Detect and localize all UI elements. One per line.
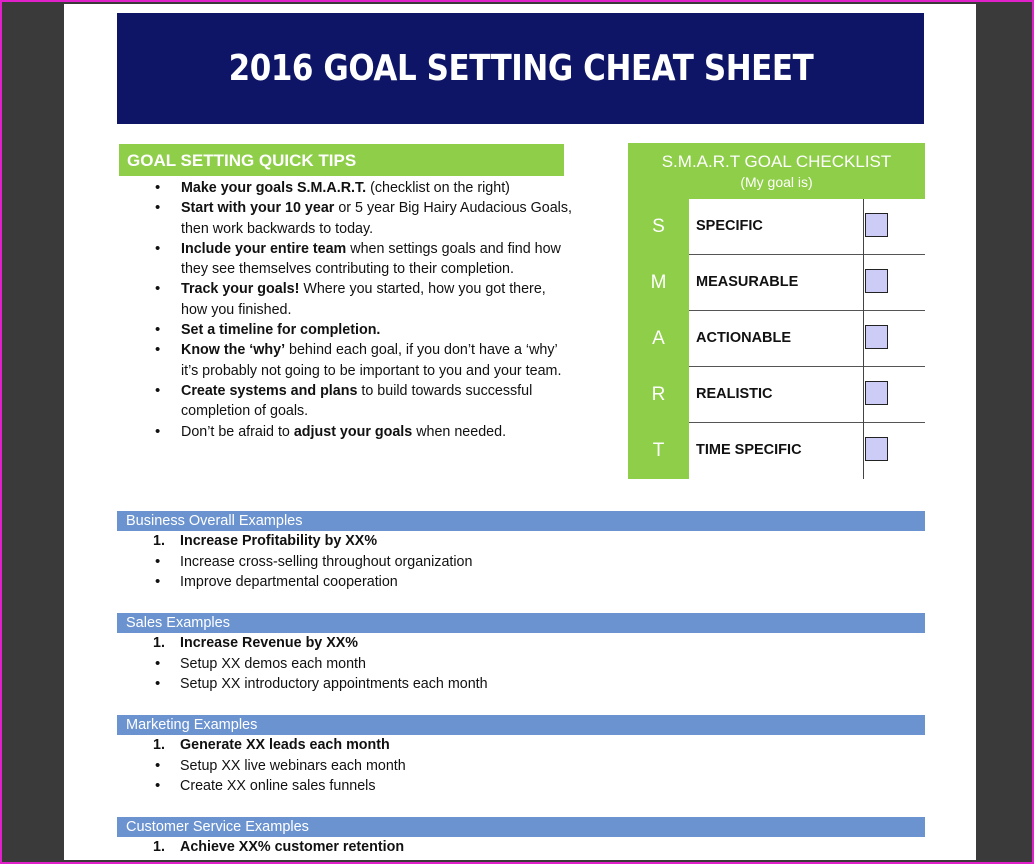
page-title: 2016 GOAL SETTING CHEAT SHEET xyxy=(228,48,813,89)
section-header-customer-service: Customer Service Examples xyxy=(117,817,925,837)
smart-checklist-title: S.M.A.R.T GOAL CHECKLIST xyxy=(661,152,892,171)
smart-row-specific xyxy=(689,199,925,255)
smart-label: REALISTIC xyxy=(696,386,773,402)
tip-item: • Include your entire team when settings goals and find how they see themselves contributing to their completion. xyxy=(152,239,572,280)
list-item: • Create XX online sales funnels xyxy=(152,776,652,797)
list-item: • Setup XX introductory appointments each month xyxy=(152,674,652,695)
divider xyxy=(863,255,864,311)
smart-row-time-specific xyxy=(689,423,925,479)
section-header-sales: Sales Examples xyxy=(117,613,925,633)
smart-letter-t: T xyxy=(652,440,665,461)
numbered-item: 1. Achieve XX% customer retention xyxy=(152,837,652,858)
smart-row-measurable xyxy=(689,255,925,311)
specific-checkbox[interactable] xyxy=(865,213,888,237)
section-list-customer-service xyxy=(152,837,652,858)
numbered-item: 1. Increase Revenue by XX% xyxy=(152,633,652,654)
measurable-checkbox[interactable] xyxy=(865,269,888,293)
smart-letter-r: R xyxy=(651,384,666,405)
smart-rows xyxy=(689,199,925,479)
time-specific-checkbox[interactable] xyxy=(865,437,888,461)
tip-item: • Set a timeline for completion. xyxy=(152,320,572,340)
tips-list xyxy=(152,178,572,442)
smart-letter-a: A xyxy=(652,328,665,349)
tip-item: • Create systems and plans to build towards successful completion of goals. xyxy=(152,381,572,422)
list-item: • Setup XX live webinars each month xyxy=(152,756,652,777)
section-header-business: Business Overall Examples xyxy=(117,511,925,531)
tip-item: • Track your goals! Where you started, how you got there, how you finished. xyxy=(152,279,572,320)
section-list-marketing xyxy=(152,735,652,797)
smart-label: TIME SPECIFIC xyxy=(696,442,802,458)
divider xyxy=(863,367,864,423)
divider xyxy=(863,311,864,367)
smart-checklist-subtitle: (My goal is) xyxy=(740,174,813,190)
smart-letter-s: S xyxy=(652,216,665,237)
smart-letter-m: M xyxy=(650,272,667,293)
section-list-business xyxy=(152,531,652,593)
tip-item: • Don’t be afraid to adjust your goals when needed. xyxy=(152,422,572,442)
smart-row-realistic xyxy=(689,367,925,423)
tip-item: • Make your goals S.M.A.R.T. (checklist on the right) xyxy=(152,178,572,198)
smart-row-actionable xyxy=(689,311,925,367)
divider xyxy=(863,423,864,479)
tip-item: • Start with your 10 year or 5 year Big Hairy Audacious Goals, then work backwards to today. xyxy=(152,198,572,239)
tip-item: • Know the ‘why’ behind each goal, if you don’t have a ‘why’ it’s probably not going to be important to you and your team. xyxy=(152,340,572,381)
smart-label: ACTIONABLE xyxy=(696,330,792,346)
section-list-sales xyxy=(152,633,652,695)
smart-label: SPECIFIC xyxy=(696,218,763,234)
smart-checklist xyxy=(628,143,925,479)
section-header-marketing: Marketing Examples xyxy=(117,715,925,735)
smart-checklist-header xyxy=(628,143,925,199)
list-item: • Increase cross-selling throughout organization xyxy=(152,552,652,573)
numbered-item: 1. Increase Profitability by XX% xyxy=(152,531,652,552)
title-banner xyxy=(117,13,924,124)
smart-label: MEASURABLE xyxy=(696,274,799,290)
actionable-checkbox[interactable] xyxy=(865,325,888,349)
tips-header: GOAL SETTING QUICK TIPS xyxy=(119,144,564,176)
smart-letters-column xyxy=(628,199,689,479)
list-item: • Setup XX demos each month xyxy=(152,654,652,675)
realistic-checkbox[interactable] xyxy=(865,381,888,405)
document-page xyxy=(64,4,976,860)
numbered-item: 1. Generate XX leads each month xyxy=(152,735,652,756)
divider xyxy=(863,199,864,255)
list-item: • Improve departmental cooperation xyxy=(152,572,652,593)
